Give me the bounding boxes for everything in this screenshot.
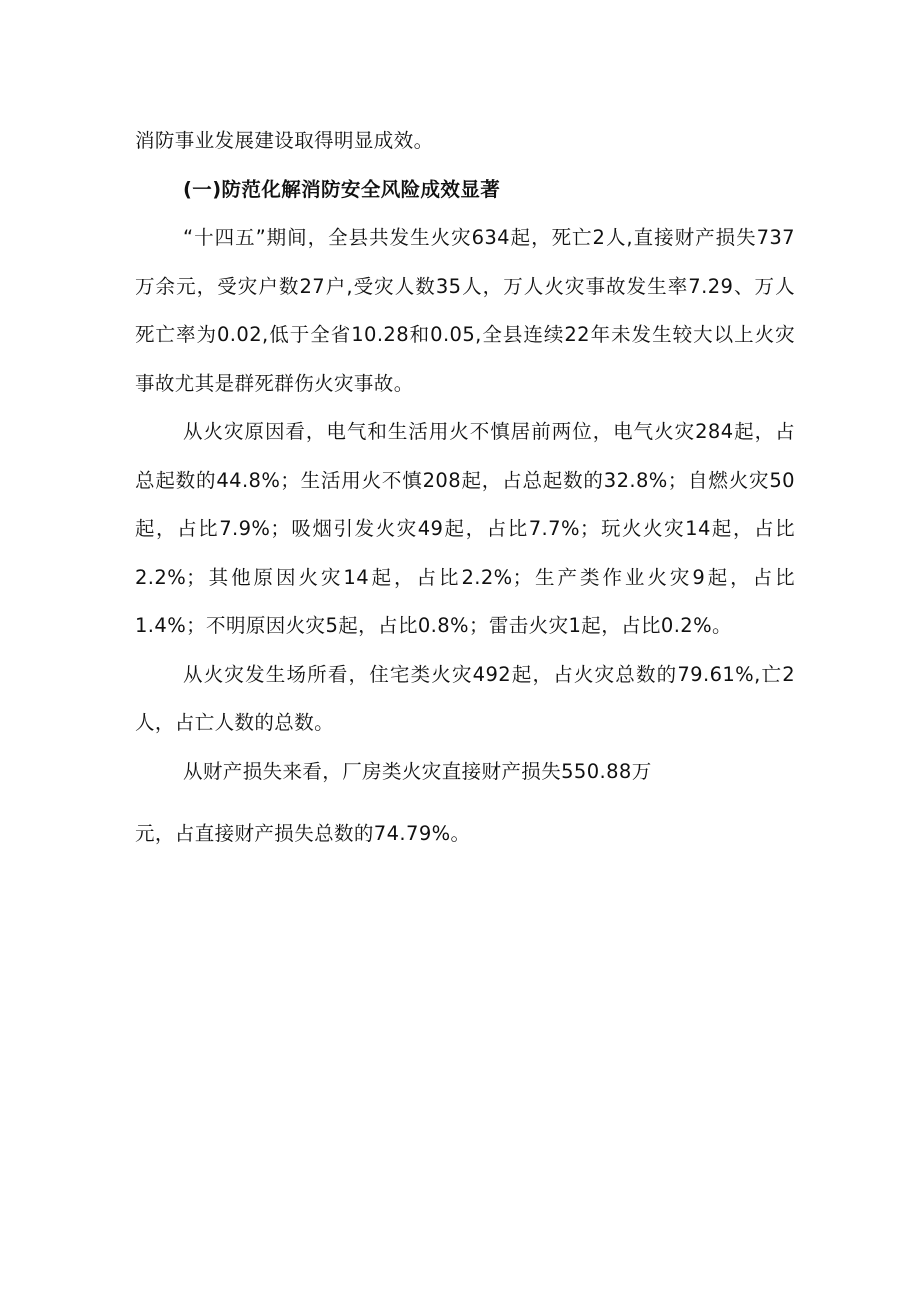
paragraph-property-loss: 从财产损失来看，厂房类火灾直接财产损失550.88万 <box>183 759 652 783</box>
opening-line: 消防事业发展建设取得明显成效。 <box>135 129 434 152</box>
paragraph-fire-locations: 从火灾发生场所看，住宅类火灾492起，占火灾总数的79.61%,亡2人，占亡人数的总数。 <box>135 662 795 734</box>
paragraph-property-loss-continued: 元，占直接财产损失总数的74.79%。 <box>135 822 471 845</box>
paragraph-summary: “十四五”期间，全县共发生火灾634起，死亡2人,直接财产损失737万余元，受灾户数27户,受灾人数35人，万人火灾事故发生率7.29、万人死亡率为0.02,低于全省10.28和0.05,全县连续22年未发生较大以上火灾事故尤其是群死群伤火灾事故。 <box>135 226 795 395</box>
section-heading: (一)防范化解消防安全风险成效显著 <box>183 177 501 201</box>
document-body <box>135 117 795 859</box>
paragraph-fire-causes: 从火灾原因看，电气和生活用火不慎居前两位，电气火灾284起，占总起数的44.8%；生活用火不慎208起，占总起数的32.8%；自燃火灾50起，占比7.9%；吸烟引发火灾49起，占比7.7%；玩火火灾14起，占比2.2%；其他原因火灾14起，占比2.2%；生产类作业火灾9起，占比1.4%；不明原因火灾5起，占比0.8%；雷击火灾1起，占比0.2%。 <box>135 420 795 637</box>
